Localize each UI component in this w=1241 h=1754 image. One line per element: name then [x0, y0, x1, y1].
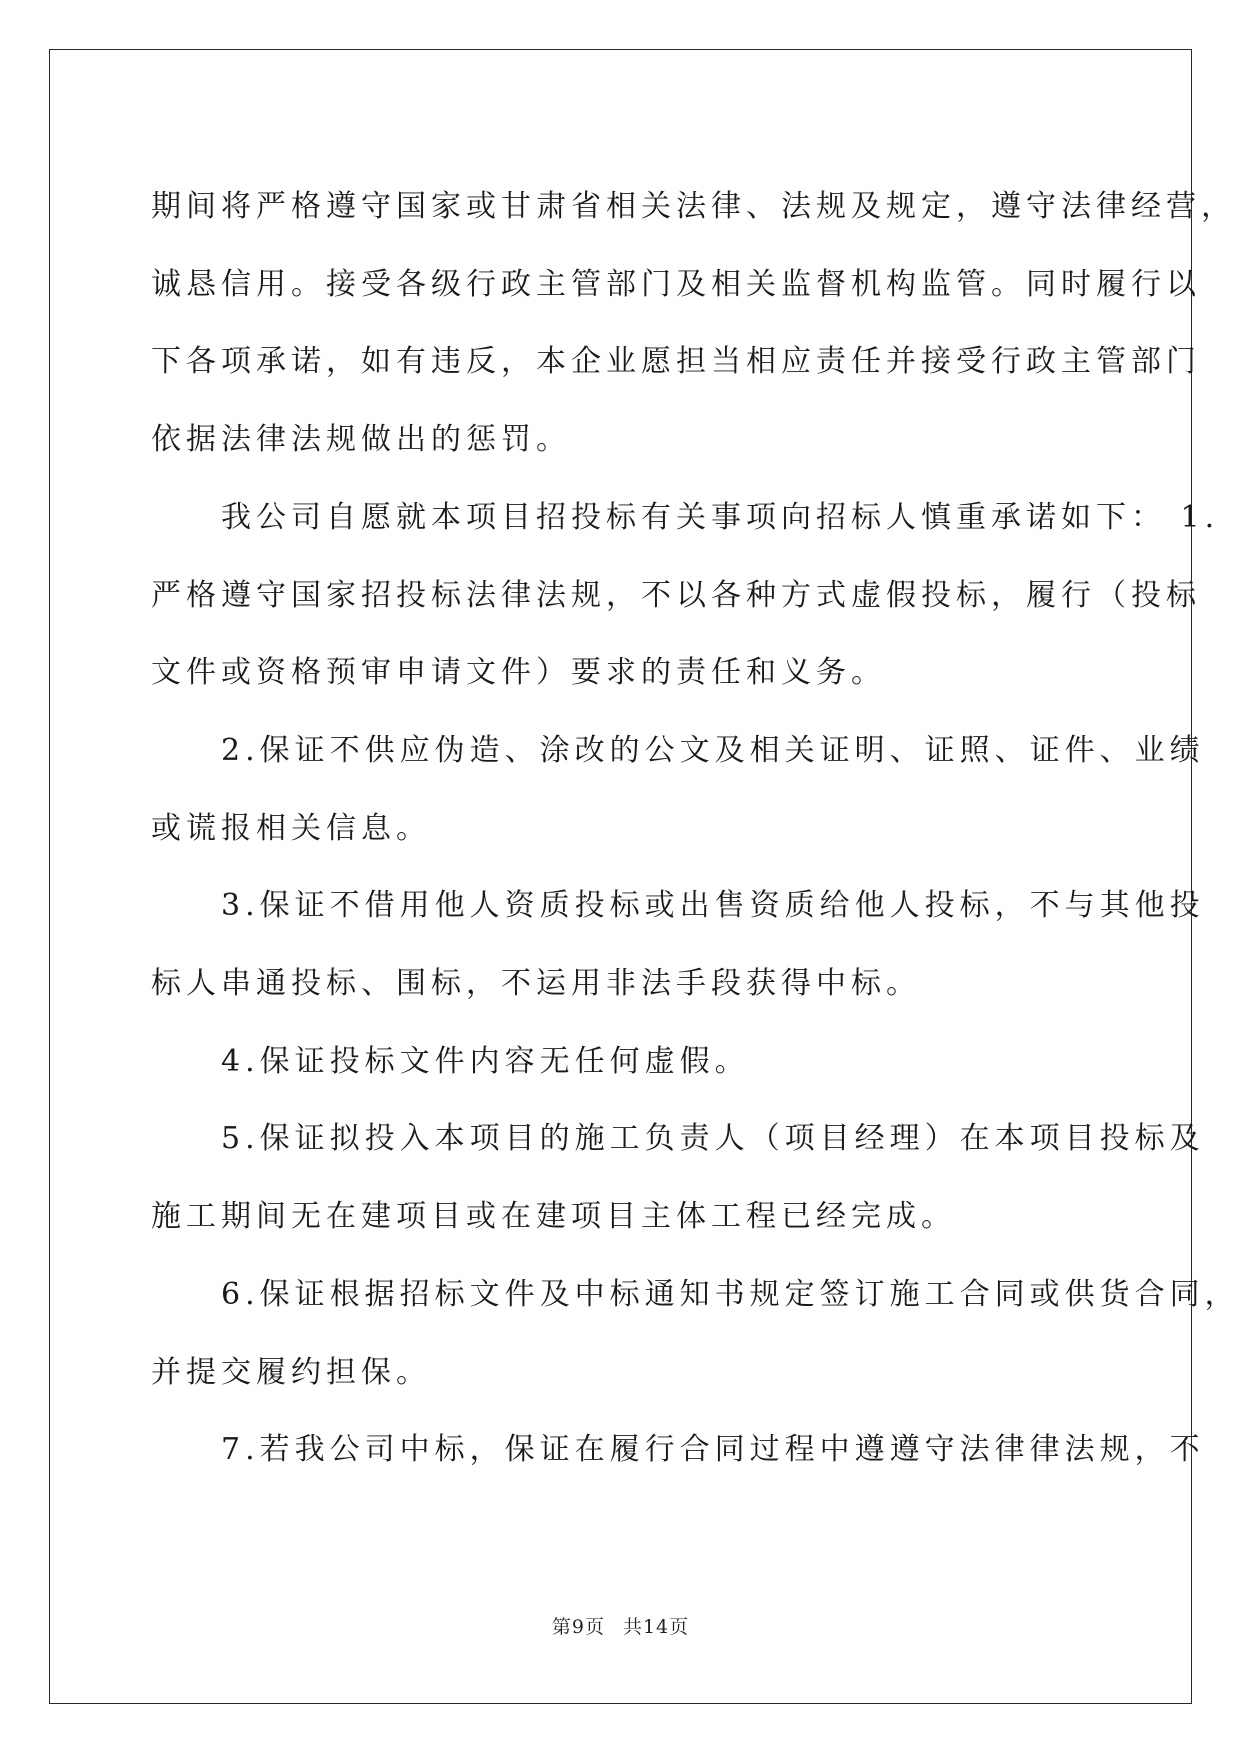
- paragraph-legal-compliance: [151, 168, 1236, 479]
- text-line: 3.保证不借用他人资质投标或出售资质给他人投标，不与其他投: [151, 888, 1205, 924]
- text-line: 标人串通投标、围标，不运用非法手段获得中标。: [151, 966, 921, 1002]
- paragraph-item-3: [151, 867, 1205, 1022]
- text-line: 施工期间无在建项目或在建项目主体工程已经完成。: [151, 1199, 956, 1235]
- text-line: 并提交履约担保。: [151, 1354, 431, 1390]
- text-line: 7.若我公司中标，保证在履行合同过程中遵遵守法律律法规，不: [151, 1432, 1205, 1468]
- paragraph-item-2: [151, 712, 1205, 867]
- paragraph-item-6: [151, 1256, 1240, 1411]
- text-line: 期间将严格遵守国家或甘肃省相关法律、法规及规定，遵守法律经营，: [151, 189, 1236, 224]
- text-line: 文件或资格预审申请文件）要求的责任和义务。: [151, 655, 886, 691]
- text-line: 诚恳信用。接受各级行政主管部门及相关监督机构监管。同时履行以: [151, 266, 1201, 302]
- text-line: 4.保证投标文件内容无任何虚假。: [151, 1043, 750, 1079]
- text-line: 依据法律法规做出的惩罚。: [151, 422, 571, 458]
- text-line: 6.保证根据招标文件及中标通知书规定签订施工合同或供货合同，: [151, 1276, 1240, 1312]
- text-line: 严格遵守国家招投标法律法规，不以各种方式虚假投标，履行（投标: [151, 577, 1201, 613]
- page-footer: [0, 1612, 1241, 1639]
- page-number: 第9页: [551, 1616, 605, 1638]
- text-line: 下各项承诺，如有违反，本企业愿担当相应责任并接受行政主管部门: [151, 344, 1201, 380]
- page-total: 共14页: [622, 1616, 690, 1638]
- text-line: 2.保证不供应伪造、涂改的公文及相关证明、证照、证件、业绩: [151, 732, 1205, 768]
- paragraph-item-7: [151, 1411, 1205, 1489]
- paragraph-item-4: [151, 1023, 1091, 1101]
- document-body: [151, 168, 1240, 1489]
- paragraph-commitment-intro: [151, 479, 1220, 712]
- text-line: 5.保证拟投入本项目的施工负责人（项目经理）在本项目投标及: [151, 1121, 1205, 1157]
- text-line: 或谎报相关信息。: [151, 810, 431, 846]
- paragraph-item-5: [151, 1100, 1205, 1255]
- text-line: 我公司自愿就本项目招投标有关事项向招标人慎重承诺如下： 1.: [151, 499, 1220, 535]
